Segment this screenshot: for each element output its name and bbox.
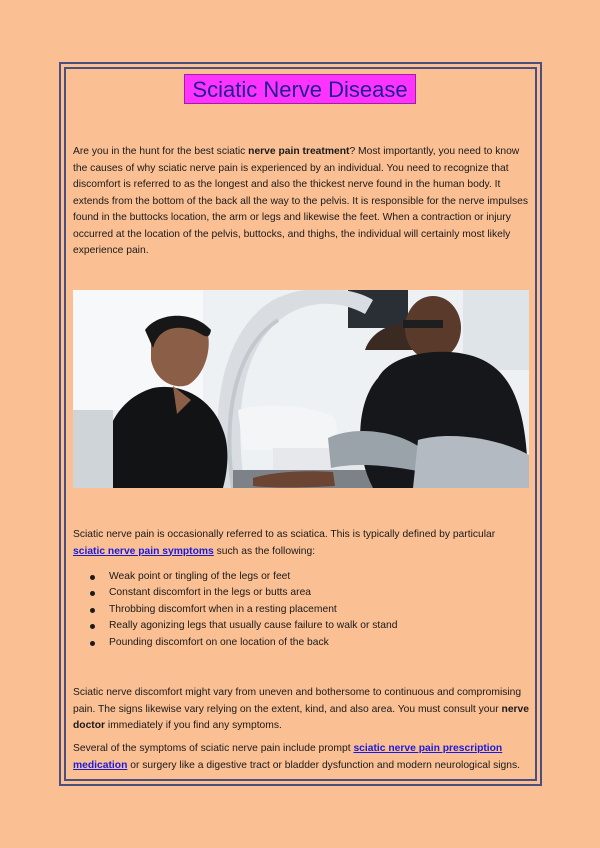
- list-item: Constant discomfort in the legs or butts area: [73, 585, 513, 601]
- list-item: Pounding discomfort on one location of the back: [73, 635, 513, 651]
- page-title: Sciatic Nerve Disease: [184, 74, 416, 104]
- doctor-patient-photo: [73, 290, 529, 488]
- list-item: Weak point or tingling of the legs or feet: [73, 569, 513, 585]
- nerve-pain-treatment-keyword: nerve pain treatment: [248, 146, 350, 157]
- symptom-list: [73, 569, 513, 651]
- list-item: Throbbing discomfort when in a resting placement: [73, 602, 513, 618]
- sciatica-paragraph: Sciatic nerve pain is occasionally referred to as sciatica. This is typically defined by particular sciatic nerve pain symptoms such as the following:: [73, 529, 496, 557]
- consult-paragraph: Sciatic nerve discomfort might vary from uneven and bothersome to continuous and compromising pain. The signs likewise vary relying on the extent, kind, and also area. You must consult your nerve doctor immediately if you find any symptoms.: [73, 687, 530, 731]
- prescription-paragraph: Several of the symptoms of sciatic nerve pain include prompt sciatic nerve pain prescription medication or surgery like a digestive tract or bladder dysfunction and modern neurological signs.: [73, 743, 520, 771]
- prescription-medication-link[interactable]: sciatic nerve pain prescription medication: [73, 743, 503, 771]
- nerve-doctor-keyword: nerve doctor: [73, 703, 530, 731]
- intro-paragraph: Are you in the hunt for the best sciatic nerve pain treatment? Most importantly, you need to know the causes of why sciatic nerve pain is experienced by an individual. You need to recognize that discomfort is referred to as the longest and also the thickest nerve found in the human body. It extends from the bottom of the back all the way to the pelvis. It is responsible for the nerve impulses found in the buttocks location, the arm or legs and likewise the feet. When a contraction or injury occurred at the location of the pelvis, buttocks, and thighs, the individual will certainly most likely experience pain.: [73, 146, 529, 256]
- list-item: Really agonizing legs that usually cause failure to walk or stand: [73, 618, 513, 634]
- sciatic-symptoms-link[interactable]: sciatic nerve pain symptoms: [73, 545, 214, 557]
